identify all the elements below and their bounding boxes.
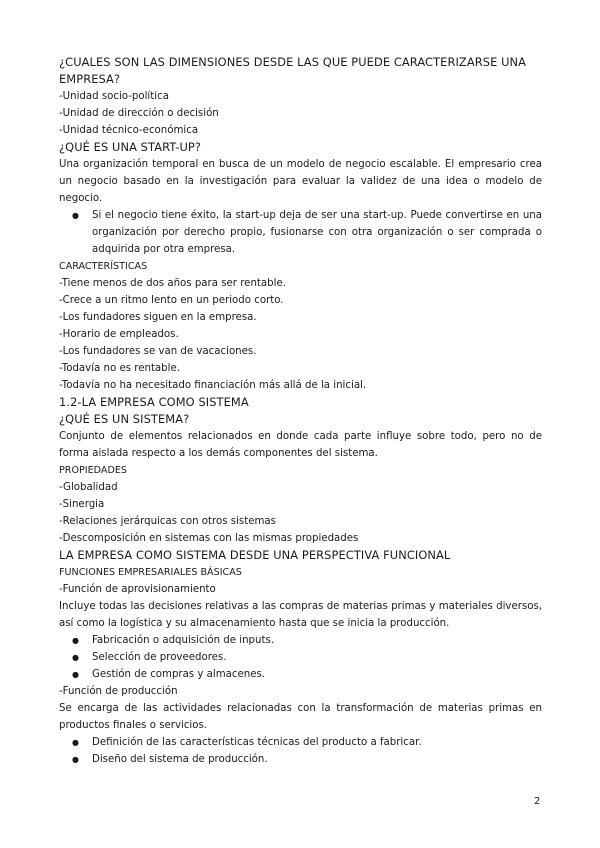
property-item: -Globalidad	[59, 482, 118, 493]
startup-bullet-list	[59, 207, 542, 258]
supply-bullet: ● Selección de proveedores.	[59, 649, 542, 666]
characteristic-item: -Tiene menos de dos años para ser rentable.	[59, 278, 286, 289]
system-heading: ¿QUÉ ES UN SISTEMA?	[59, 412, 190, 426]
characteristic-item: -Los fundadores se van de vacaciones.	[59, 346, 257, 357]
production-paragraph: Se encarga de las actividades relacionadas con la transformación de materias primas en productos finales o servicios.	[59, 703, 542, 731]
supply-bullet-list	[59, 632, 542, 683]
supply-bullet: ● Fabricación o adquisición de inputs.	[59, 632, 542, 649]
property-item: -Relaciones jerárquicas con otros sistemas	[59, 516, 276, 527]
production-title: -Función de producción	[59, 686, 178, 697]
q1-item: -Unidad de dirección o decisión	[59, 108, 219, 119]
supply-title: -Función de aprovisionamiento	[59, 584, 216, 595]
production-bullet: ● Definición de las características técnicas del producto a fabricar.	[59, 734, 542, 751]
startup-heading: ¿QUÉ ES UNA START-UP?	[59, 140, 202, 154]
production-bullet-list	[59, 734, 542, 768]
characteristic-item: -Todavía no es rentable.	[59, 363, 180, 374]
characteristic-item: -Horario de empleados.	[59, 329, 179, 340]
property-item: -Descomposición en sistemas con las mismas propiedades	[59, 533, 359, 544]
q1-heading: ¿CUALES SON LAS DIMENSIONES DESDE LAS QUE PUEDE CARACTERIZARSE UNA EMPRESA?	[59, 55, 527, 86]
supply-paragraph: Incluye todas las decisiones relativas a las compras de materias primas y materiales diversos, así como la logística y su almacenamiento hasta que se inicia la producción.	[59, 601, 542, 629]
characteristics-label: CARACTERÍSTICAS	[59, 261, 148, 272]
property-item: -Sinergia	[59, 499, 105, 510]
functions-label: FUNCIONES EMPRESARIALES BÁSICAS	[59, 567, 242, 578]
page-number: 2	[534, 796, 541, 807]
properties-label: PROPIEDADES	[59, 465, 127, 476]
supply-bullet: ● Gestión de compras y almacenes.	[59, 666, 542, 683]
q1-item: -Unidad socio-política	[59, 91, 169, 102]
system-paragraph: Conjunto de elementos relacionados en donde cada parte influye sobre todo, pero no de forma aislada respecto a los demás componentes del sistema.	[59, 431, 542, 459]
startup-bullet: ● Si el negocio tiene éxito, la start-up deja de ser una start-up. Puede convertirse en una organización por derecho propio, fusionarse con otra organización o ser comprada o adquirida por otra empresa.	[59, 207, 542, 258]
q1-item: -Unidad técnico-económica	[59, 125, 199, 136]
functional-heading: LA EMPRESA COMO SISTEMA DESDE UNA PERSPECTIVA FUNCIONAL	[59, 548, 451, 562]
startup-paragraph: Una organización temporal en busca de un modelo de negocio escalable. El empresario crea un negocio basado en la investigación para evaluar la validez de una idea o modelo de negocio.	[59, 159, 542, 204]
characteristic-item: -Los fundadores siguen en la empresa.	[59, 312, 257, 323]
characteristic-item: -Todavía no ha necesitado financiación más allá de la inicial.	[59, 380, 367, 391]
production-bullet: ● Diseño del sistema de producción.	[59, 751, 542, 768]
characteristic-item: -Crece a un ritmo lento en un periodo corto.	[59, 295, 284, 306]
section-title: 1.2-LA EMPRESA COMO SISTEMA	[59, 395, 249, 409]
page-content	[59, 54, 542, 768]
